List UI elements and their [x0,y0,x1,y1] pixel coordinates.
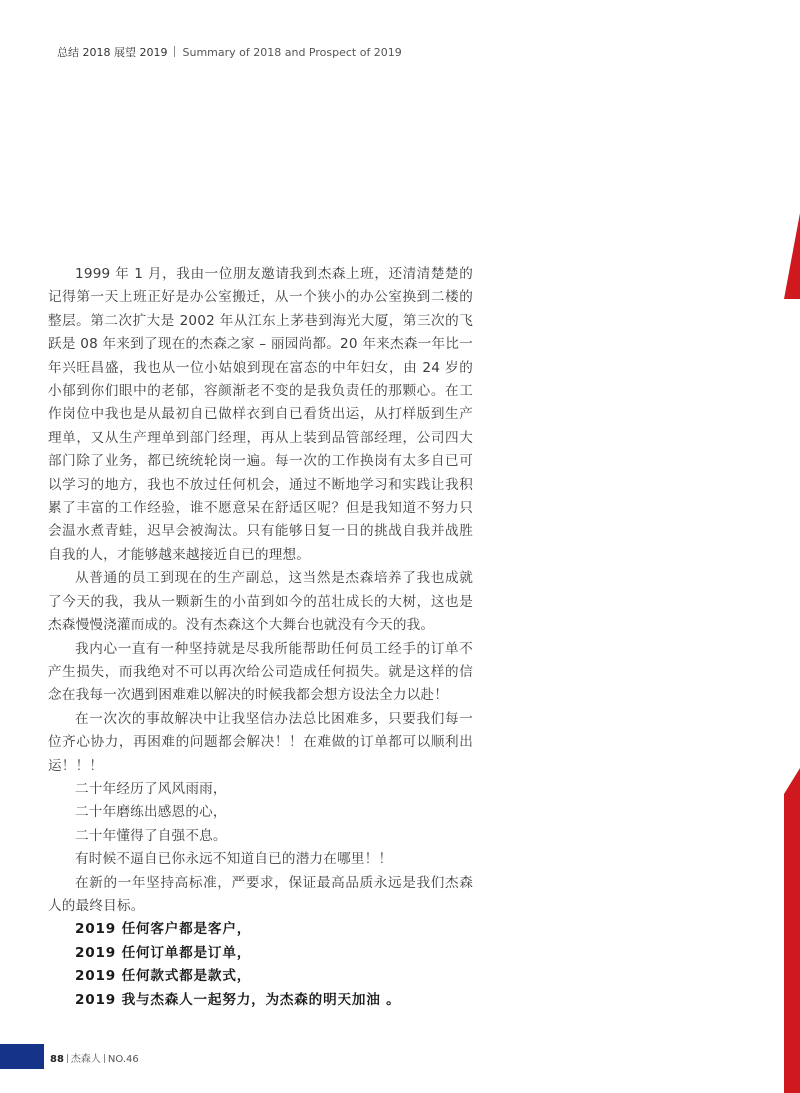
header-title-en: Summary of 2018 and Prospect of 2019 [182,46,402,59]
footer-divider [104,1054,105,1063]
running-header [57,44,402,60]
red-accent-tab-bottom [784,768,800,1093]
slogan-line: 2019 任何订单都是订单， [75,944,252,961]
article-line: 有时候不逼自已你永远不知道自已的潜力在哪里！！ [75,851,393,868]
slogan-line: 2019 我与杰森人一起努力，为杰森的明天加油 。 [75,991,401,1008]
article-paragraph: 从普通的员工到现在的生产副总，这当然是杰森培养了我也成就了今天的我，我从一颗新生的小苗到如今的茁壮成长的大树，这也是杰森慢慢浇灌而成的。没有杰森这个大舞台也就没有今天的我。 [48,570,473,634]
footer-divider [67,1054,68,1063]
issue-number: NO.46 [107,1054,139,1065]
article-body [48,263,473,1012]
header-title-cn: 总结 2018 展望 2019 [57,46,168,59]
article-line: 二十年磨练出感恩的心， [75,804,227,821]
article-paragraph: 在一次次的事故解决中让我坚信办法总比困难多，只要我们每一位齐心协力，再困难的问题都会解决！！在难做的订单都可以顺利出运！！！ [48,710,473,774]
article-line: 二十年懂得了自强不息。 [75,827,227,844]
publication-name: 杰森人 [70,1054,101,1065]
article-paragraph: 在新的一年坚持高标准，严要求，保证最高品质永远是我们杰森人的最终目标。 [48,874,473,914]
red-accent-tab-top [784,213,800,299]
article-line: 二十年经历了风风雨雨， [75,780,227,797]
header-divider [174,46,175,57]
article-paragraph: 我内心一直有一种坚持就是尽我所能帮助任何员工经手的订单不产生损失，而我绝对不可以再次给公司造成任何损失。就是这样的信念在我每一次遇到困难难以解决的时候我都会想方设法全力以赴！ [48,640,473,704]
slogan-line: 2019 任何客户都是客户， [75,921,252,938]
slogan-line: 2019 任何款式都是款式， [75,968,252,985]
footer-color-bar [0,1044,44,1069]
page-footer [50,1050,139,1065]
page-number: 88 [50,1054,64,1065]
article-paragraph: 1999 年 1 月，我由一位朋友邀请我到杰森上班，还清清楚楚的记得第一天上班正好是办公室搬迁，从一个狭小的办公室换到二楼的整层。第二次扩大是 2002 年从江东上茅巷到海光大厦，第三次的飞跃是 08 年来到了现在的杰森之家 – 丽园尚都。20 年来杰森一年比一年兴旺昌盛，我也从一位小姑娘到现在富态的中年妇女，由 24 岁的小郁到你们眼中的老郁，容颜渐老不变的是我负责任的那颗心。在工作岗位中我也是从最初自已做样衣到自已看货出运，从打样版到生产理单，又从生产理单到部门经理，再从上装到品管部经理，公司四大部门除了业务，都已统统轮岗一遍。每一次的工作换岗有太多自已可以学习的地方，我也不放过任何机会，通过不断地学习和实践让我积累了丰富的工作经验，谁不愿意呆在舒适区呢？但是我知道不努力只会温水煮青蛙，迟早会被淘汰。只有能够日复一日的挑战自我并战胜自我的人，才能够越来越接近自已的理想。 [48,266,473,563]
